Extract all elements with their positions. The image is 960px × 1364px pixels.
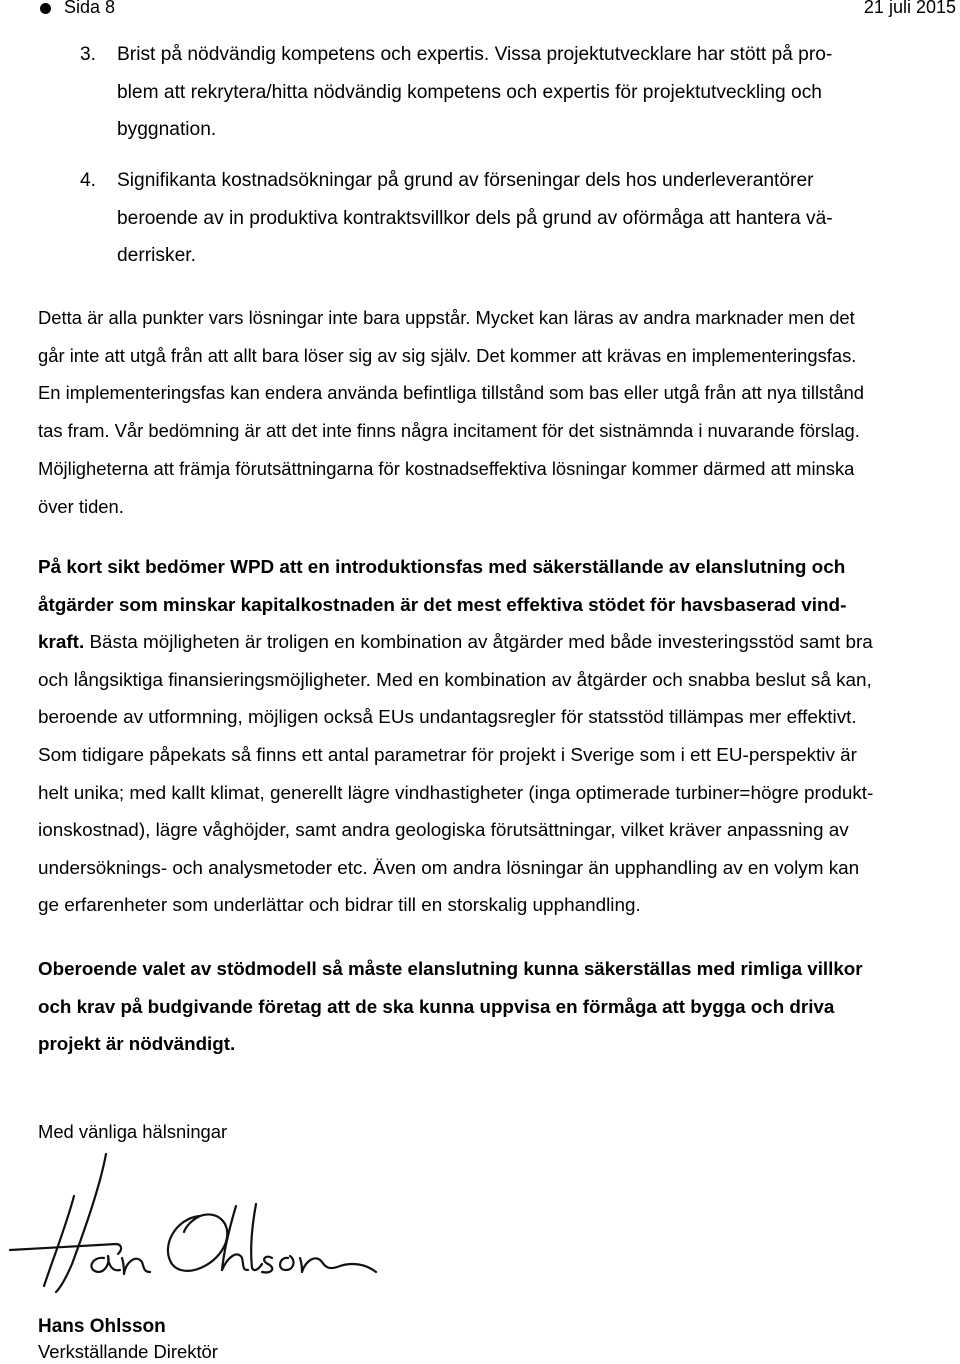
document-date: 21 juli 2015 [863, 0, 956, 17]
text-line: går inte att utgå från att allt bara löser sig av sig själv. Det kommer att krävas en implementeringsfas. [38, 344, 857, 366]
text-line: Signifikanta kostnadsökningar på grund av förseningar dels hos underleverantörer [117, 170, 814, 191]
list-text [117, 162, 933, 275]
page-number: Sida 8 [64, 0, 116, 17]
bold-line: åtgärder som minskar kapitalkostnaden är det mest effektiva stödet för havsbaserad vind- [38, 594, 847, 616]
text-line: undersöknings- och analysmetoder etc. Även om andra lösningar än upphandling av en volym kan [38, 857, 860, 879]
text-line: beroende av utformning, möjligen också EUs undantagsregler för statsstöd tillämpas mer effektivt. [38, 707, 857, 729]
bullet-icon [40, 3, 51, 14]
bold-line: och krav på budgivande företag att de ska kunna uppvisa en förmåga att bygga och driva [38, 995, 835, 1017]
closing-greeting: Med vänliga hälsningar [38, 1121, 228, 1142]
text-line: helt unika; med kallt klimat, generellt lägre vindhastigheter (inga optimerade turbiner=högre produkt- [38, 782, 874, 804]
text-line: Möjligheterna att främja förutsättningarna för kostnadseffektiva lösningar kommer därmed att minska [38, 457, 855, 479]
mixed-line [38, 624, 958, 662]
text-line: ge erfarenheter som underlättar och bidrar till en storskalig upphandling. [38, 895, 641, 917]
bold-line: På kort sikt bedömer WPD att en introduktionsfas med säkerställande av elanslutning och [38, 557, 846, 578]
list-text [117, 36, 933, 149]
text-line: över tiden. [38, 495, 124, 517]
signer-name: Hans Ohlsson [38, 1316, 166, 1337]
bold-line: projekt är nödvändigt. [38, 1033, 236, 1055]
signer-title: Verkställande Direktör [38, 1341, 218, 1362]
text-line: tas fram. Vår bedömning är att det inte finns några incitament för det sistnämnda i nuvarande förslag. [38, 420, 860, 442]
bold-fragment: kraft. [38, 632, 85, 654]
text-line: Detta är alla punkter vars lösningar inte bara uppstår. Mycket kan läras av andra marknader men det [38, 307, 855, 328]
handwritten-signature [4, 1146, 384, 1296]
list-number: 3. [80, 44, 97, 65]
paragraph-implementation [38, 299, 958, 525]
text-line: Som tidigare påpekats så finns ett antal parametrar för projekt i Sverige som i ett EU-perspektiv är [38, 744, 857, 766]
paragraph-short-term [38, 549, 958, 925]
text-fragment: Bästa möjligheten är troligen en kombination av åtgärder med både investeringsstöd samt bra [84, 632, 873, 654]
text-line: blem att rekrytera/hitta nödvändig kompetens och expertis för projektutveckling och [117, 81, 822, 103]
paragraph-conclusion [38, 950, 958, 1063]
text-line: En implementeringsfas kan endera använda befintliga tillstånd som bas eller utgå från att nya tillstånd [38, 382, 865, 404]
page-header [0, 0, 960, 24]
list-number: 4. [80, 170, 97, 191]
text-line: byggnation. [117, 119, 217, 140]
text-line: och långsiktiga finansieringsmöjligheter. Med en kombination av åtgärder och snabba beslut så kan, [38, 669, 872, 691]
text-line: derrisker. [117, 245, 196, 266]
text-line: Brist på nödvändig kompetens och expertis. Vissa projektutvecklare har stött på pro- [117, 44, 833, 65]
text-line: beroende av in produktiva kontraktsvillkor dels på grund av oförmåga att hantera vä- [117, 207, 833, 229]
bold-line: Oberoende valet av stödmodell så måste elanslutning kunna säkerställas med rimliga villkor [38, 958, 863, 979]
text-line: ionskostnad), lägre våghöjder, samt andra geologiska förutsättningar, vilket kräver anpassning av [38, 820, 849, 842]
